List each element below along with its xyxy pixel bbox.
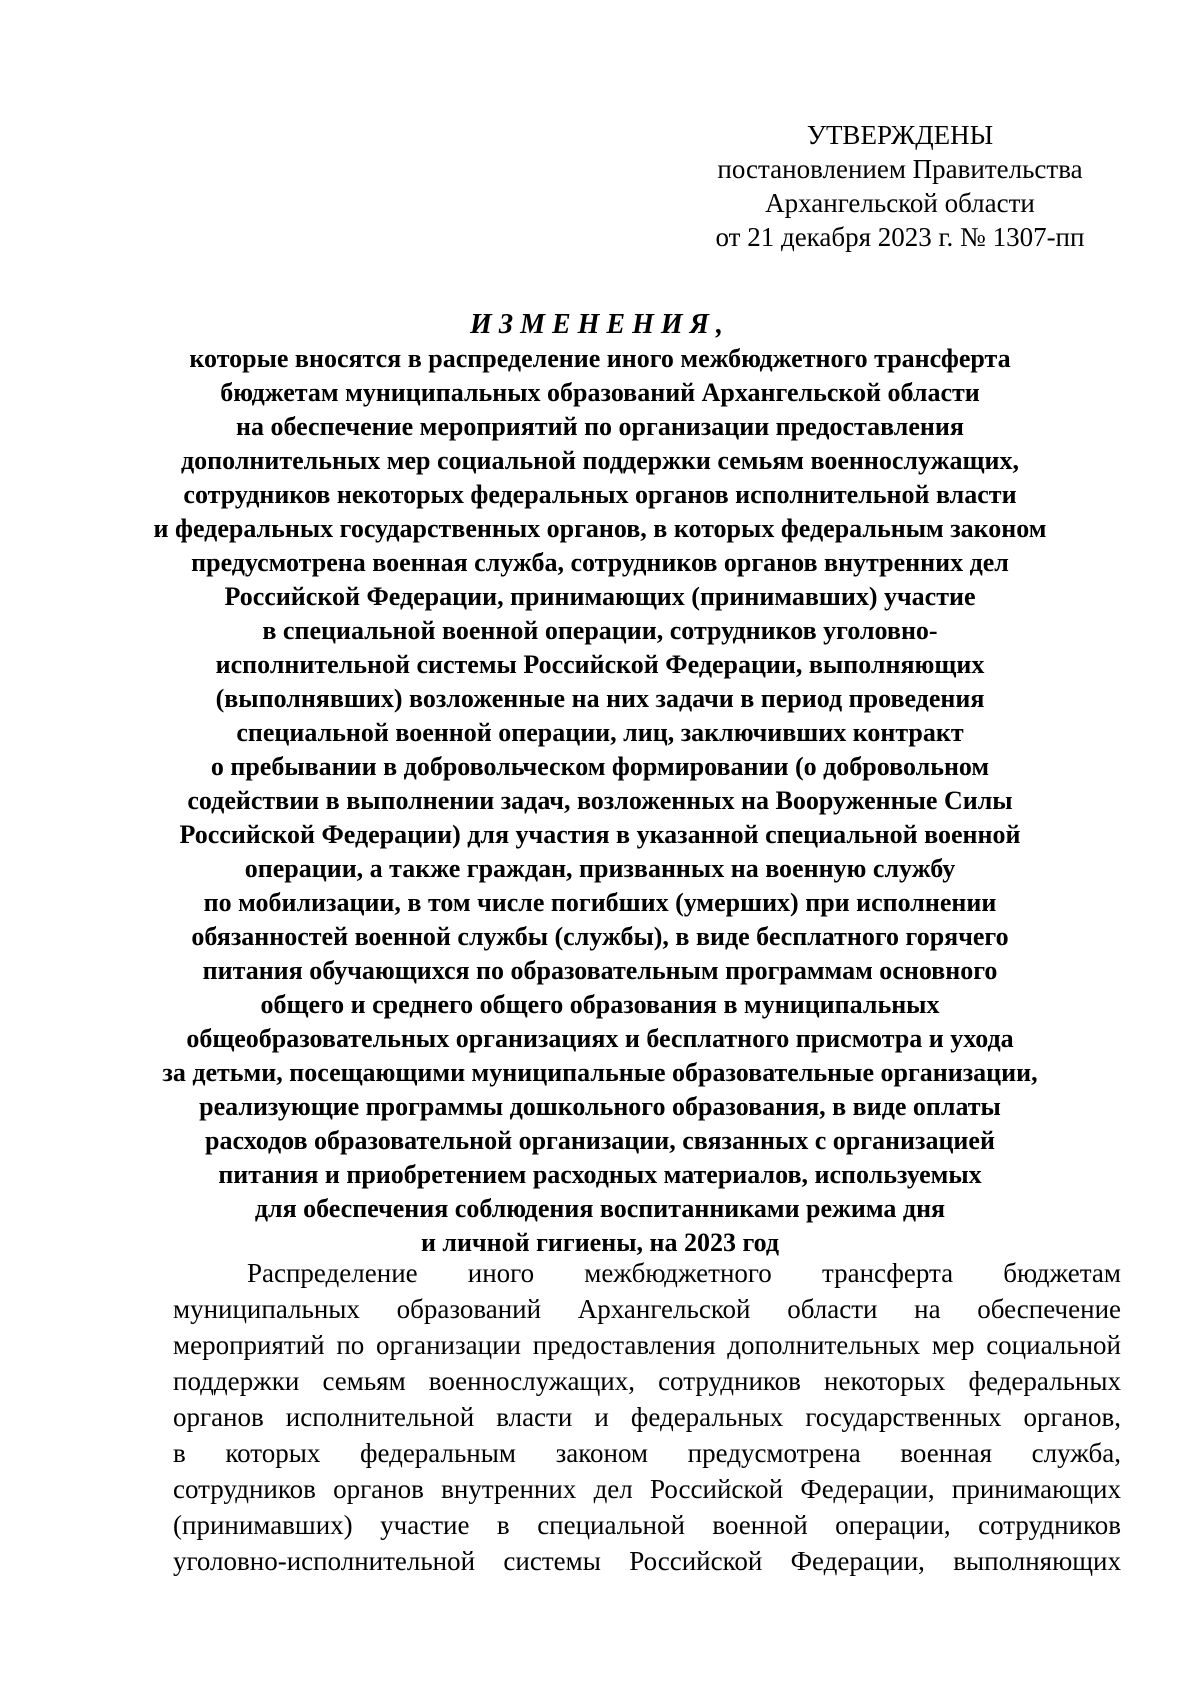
title-line: расходов образовательной организации, связанных с организацией (205, 1126, 995, 1155)
title-line: предусмотрена военная служба, сотрудников органов внутренних дел (191, 548, 1009, 577)
title-line: и федеральных государственных органов, в которых федеральным законом (153, 514, 1047, 543)
title-line: Российской Федерации, принимающих (принимавших) участие (224, 582, 976, 611)
approval-line: от 21 декабря 2023 г. № 1307-пп (715, 222, 1085, 252)
title-line: сотрудников некоторых федеральных органов исполнительной власти (183, 480, 1017, 509)
title-line: и личной гигиены, на 2023 год (420, 1228, 780, 1257)
title-line: которые вносятся в распределение иного межбюджетного трансферта (189, 344, 1011, 373)
title-line: на обеспечение мероприятий по организации предоставления (236, 412, 964, 441)
title-line: операции, а также граждан, призванных на военную службу (244, 854, 956, 883)
body-line: в которых федеральным законом предусмотрена военная служба, (173, 1438, 1121, 1468)
body-paragraph (173, 1255, 1121, 1579)
title-line: (выполнявших) возложенные на них задачи в период проведения (215, 684, 985, 713)
body-line: сотрудников органов внутренних дел Российской Федерации, принимающих (173, 1474, 1121, 1504)
title-line: реализующие программы дошкольного образования, в виде оплаты (199, 1092, 1001, 1121)
title-line: обязанностей военной службы (службы), в виде бесплатного горячего (191, 922, 1009, 951)
approval-line: Архангельской области (765, 188, 1035, 218)
body-line: мероприятий по организации предоставления дополнительных мер социальной (173, 1330, 1121, 1360)
body-line: органов исполнительной власти и федеральных государственных органов, (173, 1402, 1121, 1432)
title-line: исполнительной системы Российской Федерации, выполняющих (215, 650, 985, 679)
title-line: содействии в выполнении задач, возложенных на Вооруженные Силы (187, 786, 1013, 815)
body-line: поддержки семьям военнослужащих, сотрудников некоторых федеральных (173, 1366, 1121, 1396)
body-line: муниципальных образований Архангельской области на обеспечение (173, 1294, 1121, 1324)
approval-stamp (690, 118, 1110, 254)
title-line: для обеспечения соблюдения воспитанниками режима дня (254, 1194, 946, 1223)
title-line: в специальной военной операции, сотрудников уголовно- (262, 616, 938, 645)
title-line: за детьми, посещающими муниципальные образовательные организации, (162, 1058, 1038, 1087)
title-line: Российской Федерации) для участия в указанной специальной военной (179, 820, 1021, 849)
title-line: питания обучающихся по образовательным программам основного (202, 956, 998, 985)
title-line: общего и среднего общего образования в муниципальных (260, 990, 940, 1019)
document-title (150, 308, 1050, 1260)
body-line: уголовно-исполнительной системы Российской Федерации, выполняющих (173, 1546, 1121, 1576)
title-line: по мобилизации, в том числе погибших (умерших) при исполнении (203, 888, 997, 917)
approval-line: постановлением Правительства (717, 154, 1083, 184)
approval-line: УТВЕРЖДЕНЫ (806, 120, 994, 150)
body-line: (принимавших) участие в специальной военной операции, сотрудников (173, 1510, 1121, 1540)
title-line: о пребывании в добровольческом формировании (о добровольном (210, 752, 990, 781)
body-line: Распределение иного межбюджетного трансферта бюджетам (247, 1258, 1121, 1288)
title-line: общеобразовательных организациях и бесплатного присмотра и ухода (186, 1024, 1014, 1053)
title-line: дополнительных мер социальной поддержки семьям военнослужащих, (181, 446, 1019, 475)
title-heading: ИЗМЕНЕНИЯ, (470, 309, 730, 340)
title-line: питания и приобретением расходных материалов, используемых (218, 1160, 982, 1189)
title-line: бюджетам муниципальных образований Архангельской области (220, 378, 980, 407)
title-line: специальной военной операции, лиц, заключивших контракт (236, 718, 964, 747)
